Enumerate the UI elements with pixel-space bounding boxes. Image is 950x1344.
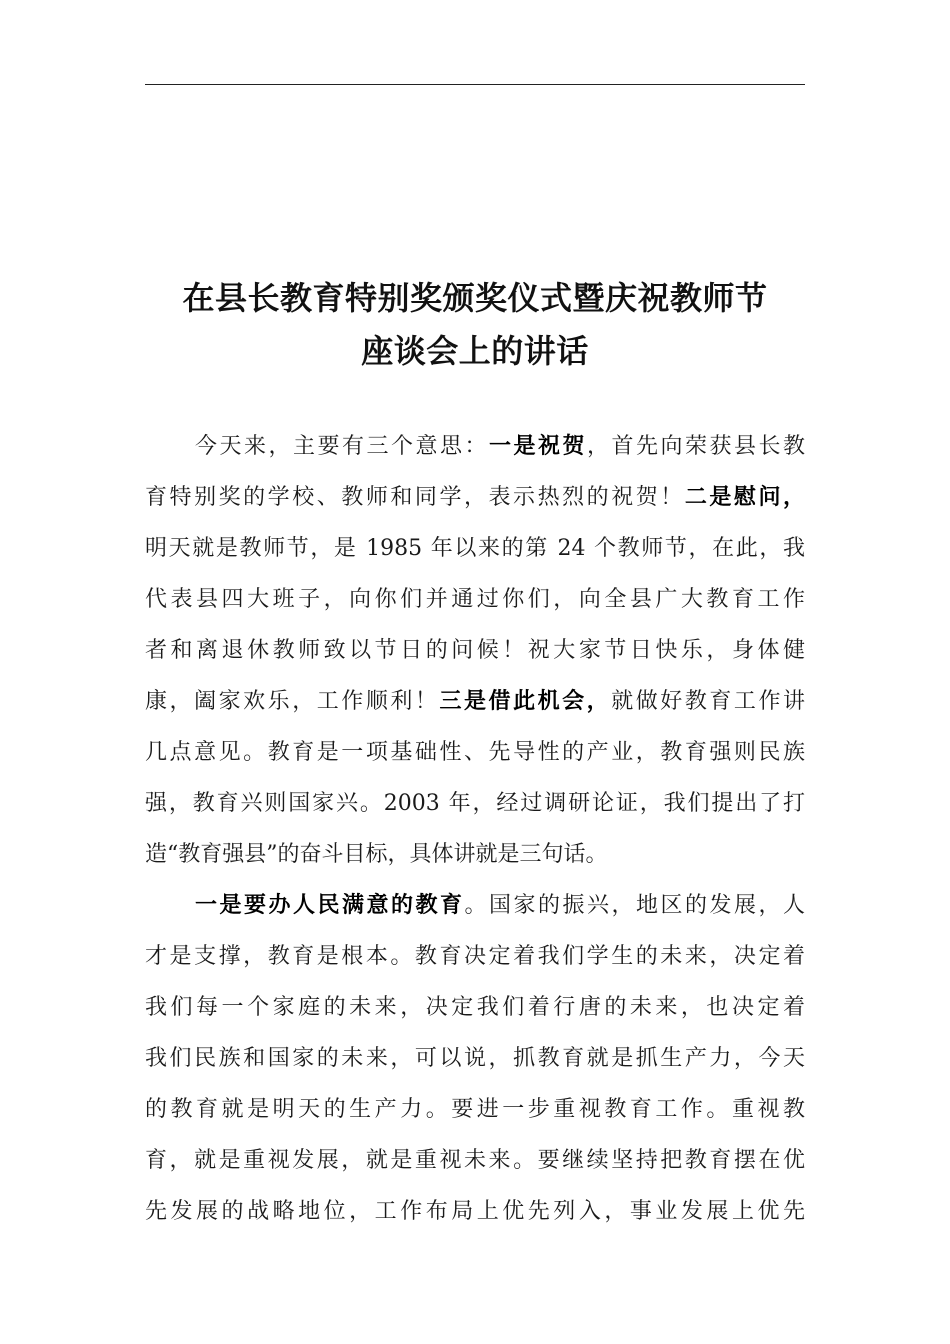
paragraph-1-line: 明天就是教师节，是 1985 年以来的第 24 个教师节，在此，我 xyxy=(145,536,805,561)
emphasis-section-heading: 一是要办人民满意的教育 xyxy=(195,893,465,918)
emphasis-first-point: 一是祝贺 xyxy=(488,434,587,459)
paragraph-1-line xyxy=(145,425,805,476)
paragraph-2-line: 的教育就是明天的生产力。要进一步重视教育工作。重视教 xyxy=(145,1097,805,1122)
paragraph-1-line xyxy=(145,680,805,731)
text-run: 就做好教育工作讲 xyxy=(611,689,805,714)
paragraph-2-line: 我们民族和国家的未来，可以说，抓教育就是抓生产力，今天 xyxy=(145,1046,805,1071)
document-body xyxy=(145,425,805,1241)
header-rule xyxy=(145,84,805,85)
paragraph-2-line: 我们每一个家庭的未来，决定我们着行唐的未来，也决定着 xyxy=(145,995,805,1020)
emphasis-third-point: 三是借此机会， xyxy=(439,689,612,714)
paragraph-2-line xyxy=(145,884,805,935)
title-line-2: 座谈会上的讲话 xyxy=(361,332,589,370)
document-title xyxy=(145,272,805,378)
text-run: 今天来，主要有三个意思： xyxy=(195,434,489,459)
text-run: 。国家的振兴，地区的发展，人 xyxy=(464,893,805,918)
paragraph-2-line: 才是支撑，教育是根本。教育决定着我们学生的未来，决定着 xyxy=(145,944,805,969)
text-run: 育特别奖的学校、教师和同学，表示热烈的祝贺！ xyxy=(145,485,685,510)
paragraph-1-line: 强，教育兴则国家兴。2003 年，经过调研论证，我们提出了打 xyxy=(145,791,805,816)
emphasis-second-point: 二是慰问， xyxy=(684,485,805,510)
title-line-1: 在县长教育特别奖颁奖仪式暨庆祝教师节 xyxy=(182,279,768,317)
text-run: ，首先向荣获县长教 xyxy=(586,434,805,459)
paragraph-1-line: 造“教育强县”的奋斗目标，具体讲就是三句话。 xyxy=(145,842,608,867)
paragraph-1-line: 代表县四大班子，向你们并通过你们，向全县广大教育工作 xyxy=(145,587,805,612)
paragraph-1-line: 几点意见。教育是一项基础性、先导性的产业，教育强则民族 xyxy=(145,740,805,765)
paragraph-2-line: 育，就是重视发展，就是重视未来。要继续坚持把教育摆在优 xyxy=(145,1148,805,1173)
paragraph-1-line xyxy=(145,476,805,527)
text-run: 康，阖家欢乐，工作顺利！ xyxy=(145,689,440,714)
paragraph-1-line: 者和离退休教师致以节日的问候！祝大家节日快乐，身体健 xyxy=(145,638,805,663)
paragraph-2-line: 先发展的战略地位，工作布局上优先列入，事业发展上优先 xyxy=(145,1199,805,1224)
